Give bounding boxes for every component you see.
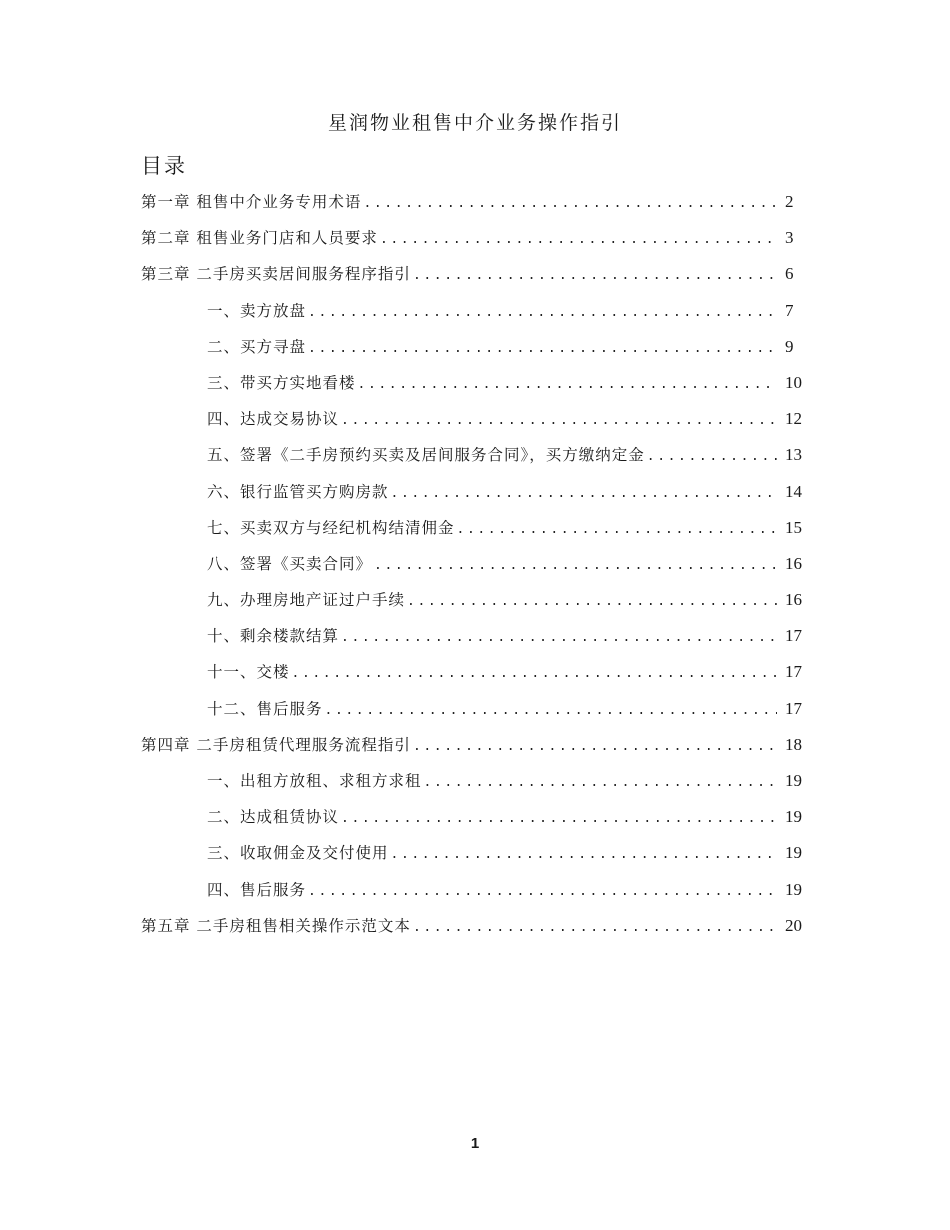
page-number: 1 [470,1135,480,1152]
toc-entry-title: 三、收取佣金及交付使用 [207,844,389,863]
toc-heading: 目录 [141,154,187,178]
toc-dot-leader [413,920,777,935]
toc-entry-page: 17 [785,626,802,646]
toc-entry-title: 八、签署《买卖合同》 [207,554,373,573]
toc-section-entry[interactable] [141,878,809,914]
toc-entry-page: 6 [785,264,794,284]
toc-entry-page: 17 [785,698,802,718]
toc-entry-title: 五、签署《二手房预约买卖及居间服务合同》，买方缴纳定金 [207,446,645,465]
toc-entry-title: 一、卖方放盘 [207,301,307,320]
toc-section-entry[interactable] [141,769,809,805]
toc-entry-page: 19 [785,807,802,827]
toc-dot-leader [407,594,777,609]
toc-entry-page: 3 [785,228,794,248]
toc-entry-title: 第五章 二手房租售相关操作示范文本 [141,916,411,935]
toc-entry-page: 9 [785,336,794,356]
toc-entry-page: 14 [785,481,802,501]
toc-entry-title: 二、达成租赁协议 [207,808,340,827]
toc-entry-page: 18 [785,734,802,754]
toc-entry-title: 第四章 二手房租赁代理服务流程指引 [141,735,411,754]
toc-entry-title: 四、达成交易协议 [207,410,340,429]
toc-section-entry[interactable] [141,552,809,588]
toc-dot-leader [413,739,777,754]
toc-section-entry[interactable] [141,516,809,552]
toc-chapter-entry[interactable] [141,190,809,226]
toc-section-entry[interactable] [141,299,809,335]
toc-entry-title: 二、买方寻盘 [207,337,307,356]
toc-entry-title: 第二章 租售业务门店和人员要求 [141,229,378,248]
toc-chapter-entry[interactable] [141,226,809,262]
toc-dot-leader [308,305,777,320]
toc-dot-leader [325,703,777,718]
toc-dot-leader [374,558,777,573]
toc-section-entry[interactable] [141,335,809,371]
toc-entry-page: 7 [785,300,794,320]
toc-dot-leader [413,268,777,283]
document-title: 星润物业租售中介业务操作指引 [327,112,622,134]
table-of-contents [141,190,809,950]
toc-dot-leader [391,847,777,862]
toc-entry-page: 13 [785,445,802,465]
toc-dot-leader [308,341,777,356]
toc-dot-leader [647,449,777,464]
toc-chapter-entry[interactable] [141,914,809,950]
toc-dot-leader [391,486,777,501]
toc-section-entry[interactable] [141,841,809,877]
toc-section-entry[interactable] [141,805,809,841]
toc-entry-title: 七、买卖双方与经纪机构结清佣金 [207,518,455,537]
toc-entry-page: 19 [785,879,802,899]
toc-entry-page: 10 [785,372,802,392]
toc-section-entry[interactable] [141,660,809,696]
toc-dot-leader [380,232,777,247]
toc-dot-leader [341,413,777,428]
toc-section-entry[interactable] [141,480,809,516]
toc-section-entry[interactable] [141,697,809,733]
toc-section-entry[interactable] [141,588,809,624]
toc-entry-title: 第三章 二手房买卖居间服务程序指引 [141,265,411,284]
toc-section-entry[interactable] [141,371,809,407]
toc-dot-leader [457,522,777,537]
toc-entry-page: 12 [785,409,802,429]
toc-chapter-entry[interactable] [141,733,809,769]
toc-chapter-entry[interactable] [141,262,809,298]
toc-dot-leader [341,811,777,826]
toc-entry-title: 十、剩余楼款结算 [207,627,340,646]
toc-entry-title: 四、售后服务 [207,880,307,899]
toc-section-entry[interactable] [141,443,809,479]
toc-dot-leader [292,666,777,681]
toc-entry-page: 19 [785,771,802,790]
toc-entry-title: 十二、售后服务 [207,699,323,718]
toc-entry-page: 16 [785,590,802,610]
toc-entry-title: 九、办理房地产证过户手续 [207,591,406,610]
toc-dot-leader [308,884,777,899]
toc-entry-page: 16 [785,553,802,573]
toc-dot-leader [363,196,777,211]
toc-section-entry[interactable] [141,407,809,443]
toc-dot-leader [358,377,777,392]
toc-entry-title: 十一、交楼 [207,663,290,682]
toc-entry-title: 一、出租方放租、求租方求租 [207,772,422,790]
toc-section-entry[interactable] [141,624,809,660]
toc-entry-page: 2 [785,192,794,211]
toc-entry-page: 20 [785,915,802,935]
toc-entry-page: 19 [785,843,802,863]
toc-dot-leader [424,775,777,790]
toc-entry-title: 三、带买方实地看楼 [207,373,356,392]
toc-entry-title: 六、银行监管买方购房款 [207,482,389,501]
toc-entry-title: 第一章 租售中介业务专用术语 [141,193,362,211]
toc-dot-leader [341,630,777,645]
toc-entry-page: 15 [785,517,802,537]
toc-entry-page: 17 [785,662,802,682]
